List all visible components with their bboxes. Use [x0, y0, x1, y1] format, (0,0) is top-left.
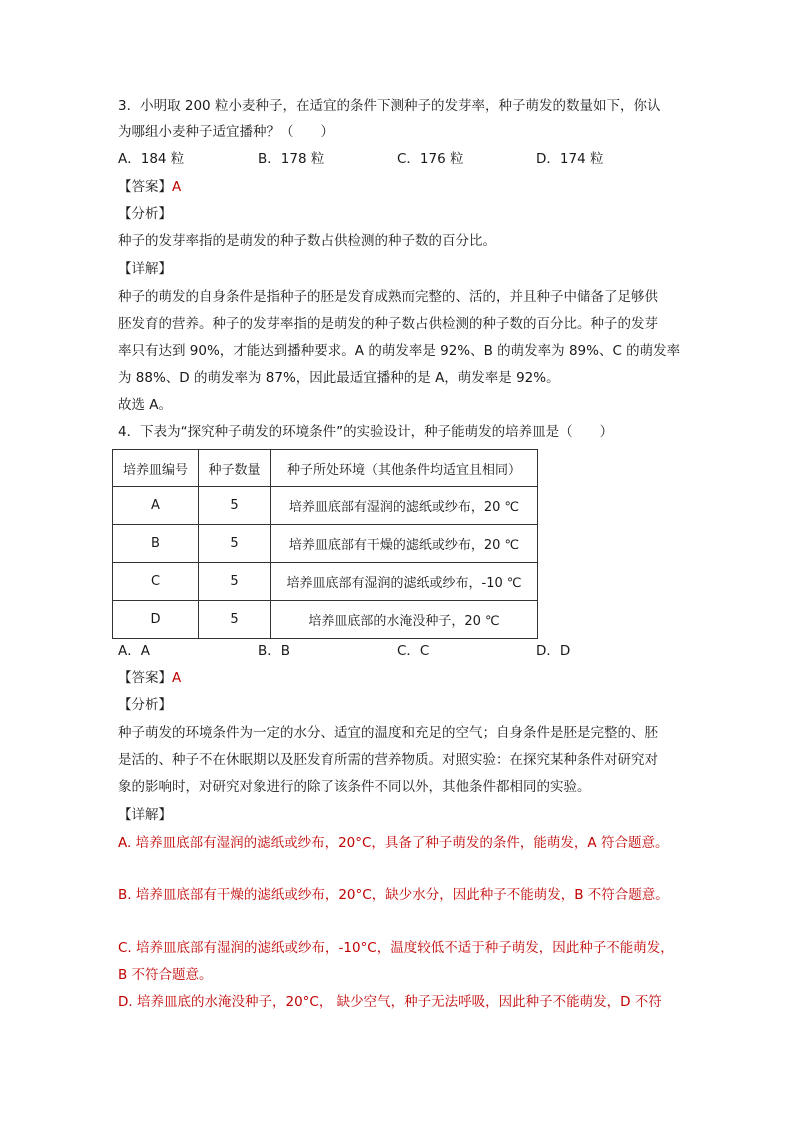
- table-cell: 培养皿底部有干燥的滤纸或纱布，20 ℃: [271, 525, 538, 563]
- q4-detail-line: D. 培养皿底的水淹没种子，20°C， 缺少空气，种子无法呼吸，因此种子不能萌发，D 不符: [118, 994, 662, 1010]
- table-cell: 培养皿底部的水淹没种子，20 ℃: [271, 601, 538, 639]
- q4-option-d: D．D: [536, 643, 571, 659]
- q3-detail-line: 率只有达到 90%，才能达到播种要求。A 的萌发率是 92%、B 的萌发率为 89%、C 的萌发率: [118, 343, 681, 359]
- table-cell: 5: [199, 563, 271, 601]
- q3-detail-tag: 【详解】: [118, 261, 172, 277]
- q3-option-a: A．184 粒: [118, 151, 185, 167]
- q3-option-b: B．178 粒: [258, 151, 325, 167]
- q3-stem-line1: 3．小明取 200 粒小麦种子，在适宜的条件下测种子的发芽率，种子萌发的数量如下，你认: [118, 98, 661, 114]
- q3-stem-line2: 为哪组小麦种子适宜播种？（ ）: [118, 124, 334, 140]
- q3-detail-line: 为 88%、D 的萌发率为 87%，因此最适宜播种的是 A，萌发率是 92%。: [118, 370, 560, 386]
- q4-analysis-tag: 【分析】: [118, 697, 172, 713]
- answer-tag: 【答案】: [118, 179, 172, 195]
- q4-stem: 4．下表为“探究种子萌发的环境条件”的实验设计，种子能萌发的培养皿是（ ）: [118, 424, 614, 440]
- q3-detail-line: 胚发育的营养。种子的发芽率指的是萌发的种子数占供检测的种子数的百分比。种子的发芽: [118, 316, 658, 332]
- answer-value: A: [172, 179, 182, 195]
- table-header-cell: 培养皿编号: [113, 450, 199, 487]
- q4-detail-line: C. 培养皿底部有湿润的滤纸或纱布，-10°C，温度较低不适于种子萌发，因此种子不能萌发，: [118, 940, 674, 956]
- table-row: [113, 487, 538, 525]
- table-row: [113, 601, 538, 639]
- q4-detail-tag: 【详解】: [118, 807, 172, 823]
- table-cell: 5: [199, 487, 271, 525]
- table-cell: 培养皿底部有湿润的滤纸或纱布，20 ℃: [271, 487, 538, 525]
- table-header-cell: 种子所处环境（其他条件均适宜且相同）: [271, 450, 538, 487]
- table-header-cell: 种子数量: [199, 450, 271, 487]
- q3-answer: [118, 177, 181, 197]
- experiment-table: [112, 449, 538, 639]
- q4-analysis-line: 是活的、种子不在休眠期以及胚发育所需的营养物质。对照实验：在探究某种条件对研究对: [118, 752, 658, 768]
- q3-option-c: C．176 粒: [397, 151, 464, 167]
- q4-detail-line: B 不符合题意。: [118, 967, 213, 983]
- answer-tag: 【答案】: [118, 670, 172, 686]
- q4-option-a: A．A: [118, 643, 150, 659]
- q4-detail-line: A. 培养皿底部有湿润的滤纸或纱布，20°C，具备了种子萌发的条件，能萌发，A 符合题意。: [118, 835, 669, 851]
- table-cell: B: [113, 525, 199, 563]
- q3-conclusion: 故选 A。: [118, 397, 173, 413]
- q3-analysis-tag: 【分析】: [118, 206, 172, 222]
- q4-option-b: B．B: [258, 643, 291, 659]
- q4-detail-line: B. 培养皿底部有干燥的滤纸或纱布，20°C，缺少水分，因此种子不能萌发，B 不符合题意。: [118, 887, 669, 903]
- table-cell: 培养皿底部有湿润的滤纸或纱布，-10 ℃: [271, 563, 538, 601]
- table-header-row: [113, 450, 538, 487]
- table-cell: C: [113, 563, 199, 601]
- q4-analysis-line: 象的影响时，对研究对象进行的除了该条件不同以外，其他条件都相同的实验。: [118, 779, 591, 795]
- table-cell: D: [113, 601, 199, 639]
- q3-option-d: D．174 粒: [536, 151, 604, 167]
- answer-value: A: [172, 670, 182, 686]
- q4-answer: [118, 668, 181, 688]
- table-cell: 5: [199, 601, 271, 639]
- table-row: [113, 563, 538, 601]
- q4-option-c: C．C: [397, 643, 430, 659]
- table-row: [113, 525, 538, 563]
- q3-analysis-text: 种子的发芽率指的是萌发的种子数占供检测的种子数的百分比。: [118, 233, 496, 249]
- q4-analysis-line: 种子萌发的环境条件为一定的水分、适宜的温度和充足的空气；自身条件是胚是完整的、胚: [118, 725, 658, 741]
- table-cell: A: [113, 487, 199, 525]
- table-cell: 5: [199, 525, 271, 563]
- q3-detail-line: 种子的萌发的自身条件是指种子的胚是发育成熟而完整的、活的，并且种子中储备了足够供: [118, 289, 658, 305]
